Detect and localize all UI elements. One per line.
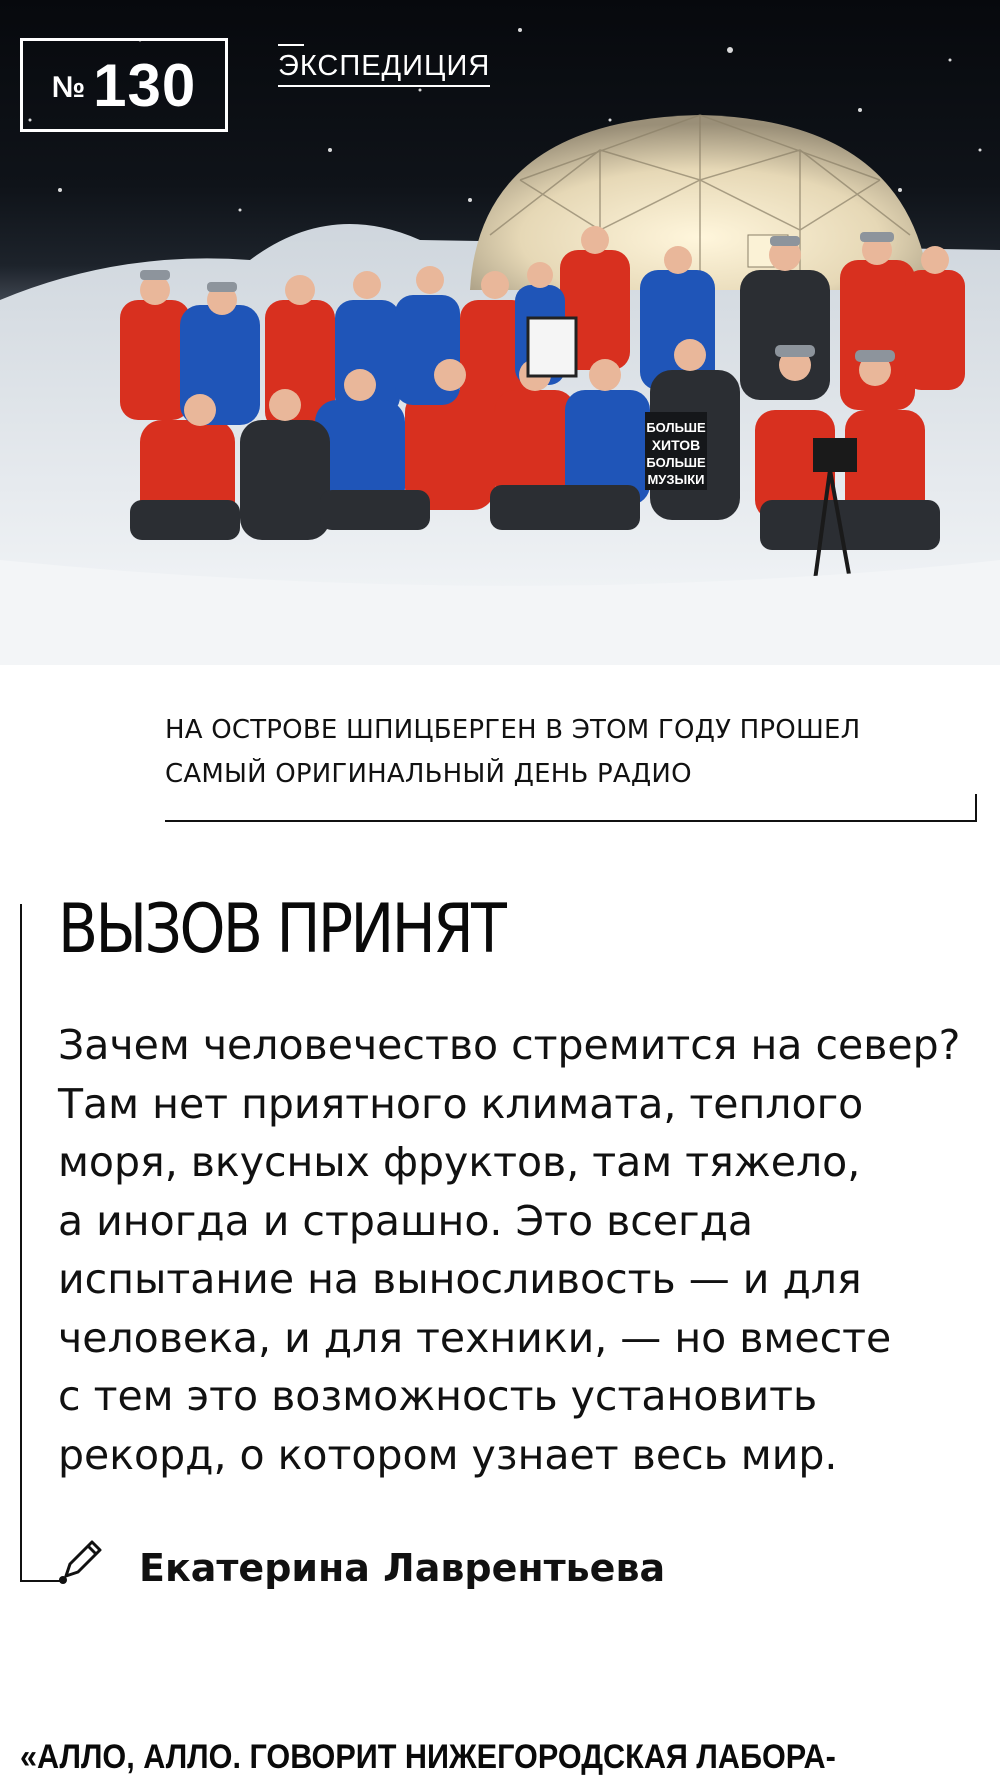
article-lead [58,1016,998,1484]
issue-number: 130 [93,51,197,119]
expedition-photo [0,0,1000,665]
lead-line: с тем это возможность установить [58,1372,818,1420]
lead-line: рекорд, о котором узнает весь мир. [58,1430,838,1479]
rubric-label: ЭКСПЕДИЦИЯ [278,50,490,87]
lead-line: моря, вкусных фруктов, там тяжело, [58,1138,861,1186]
banner-line: БОЛЬШЕ [646,420,706,435]
pen-icon [56,1536,106,1586]
lead-line: человека, и для техники, — но вместе [58,1313,892,1362]
rubric-tick [278,44,304,46]
lead-line: Зачем человечество стремится на север? [58,1021,961,1069]
banner-line: ХИТОВ [651,437,701,453]
next-article-teaser: «АЛЛО, АЛЛО. ГОВОРИТ НИЖЕГОРОДСКАЯ ЛАБОРА- [20,1738,836,1776]
lead-line: а иногда и страшно. Это всегда [58,1196,754,1245]
article-side-rule [20,904,22,1582]
lead-line: испытание на выносливость — и для [58,1255,862,1303]
article-bottom-rule [20,1580,60,1582]
caption-divider-end [975,794,977,822]
article-headline: ВЫЗОВ ПРИНЯТ [58,890,505,969]
author-name: Екатерина Лаврентьева [139,1546,666,1590]
banner-line: МУЗЫКИ [647,472,705,487]
photo-caption: НА ОСТРОВЕ ШПИЦБЕРГЕН В ЭТОМ ГОДУ ПРОШЕЛ САМЫЙ ОРИГИНАЛЬНЫЙ ДЕНЬ РАДИО [165,715,861,789]
music-banner [645,412,707,490]
lead-line: Там нет приятного климата, теплого [58,1079,864,1128]
issue-prefix: № [51,71,86,104]
banner-line: БОЛЬШЕ [646,455,706,470]
caption-divider [165,820,977,822]
certificate-frame [528,318,576,376]
issue-number-badge [20,38,228,132]
